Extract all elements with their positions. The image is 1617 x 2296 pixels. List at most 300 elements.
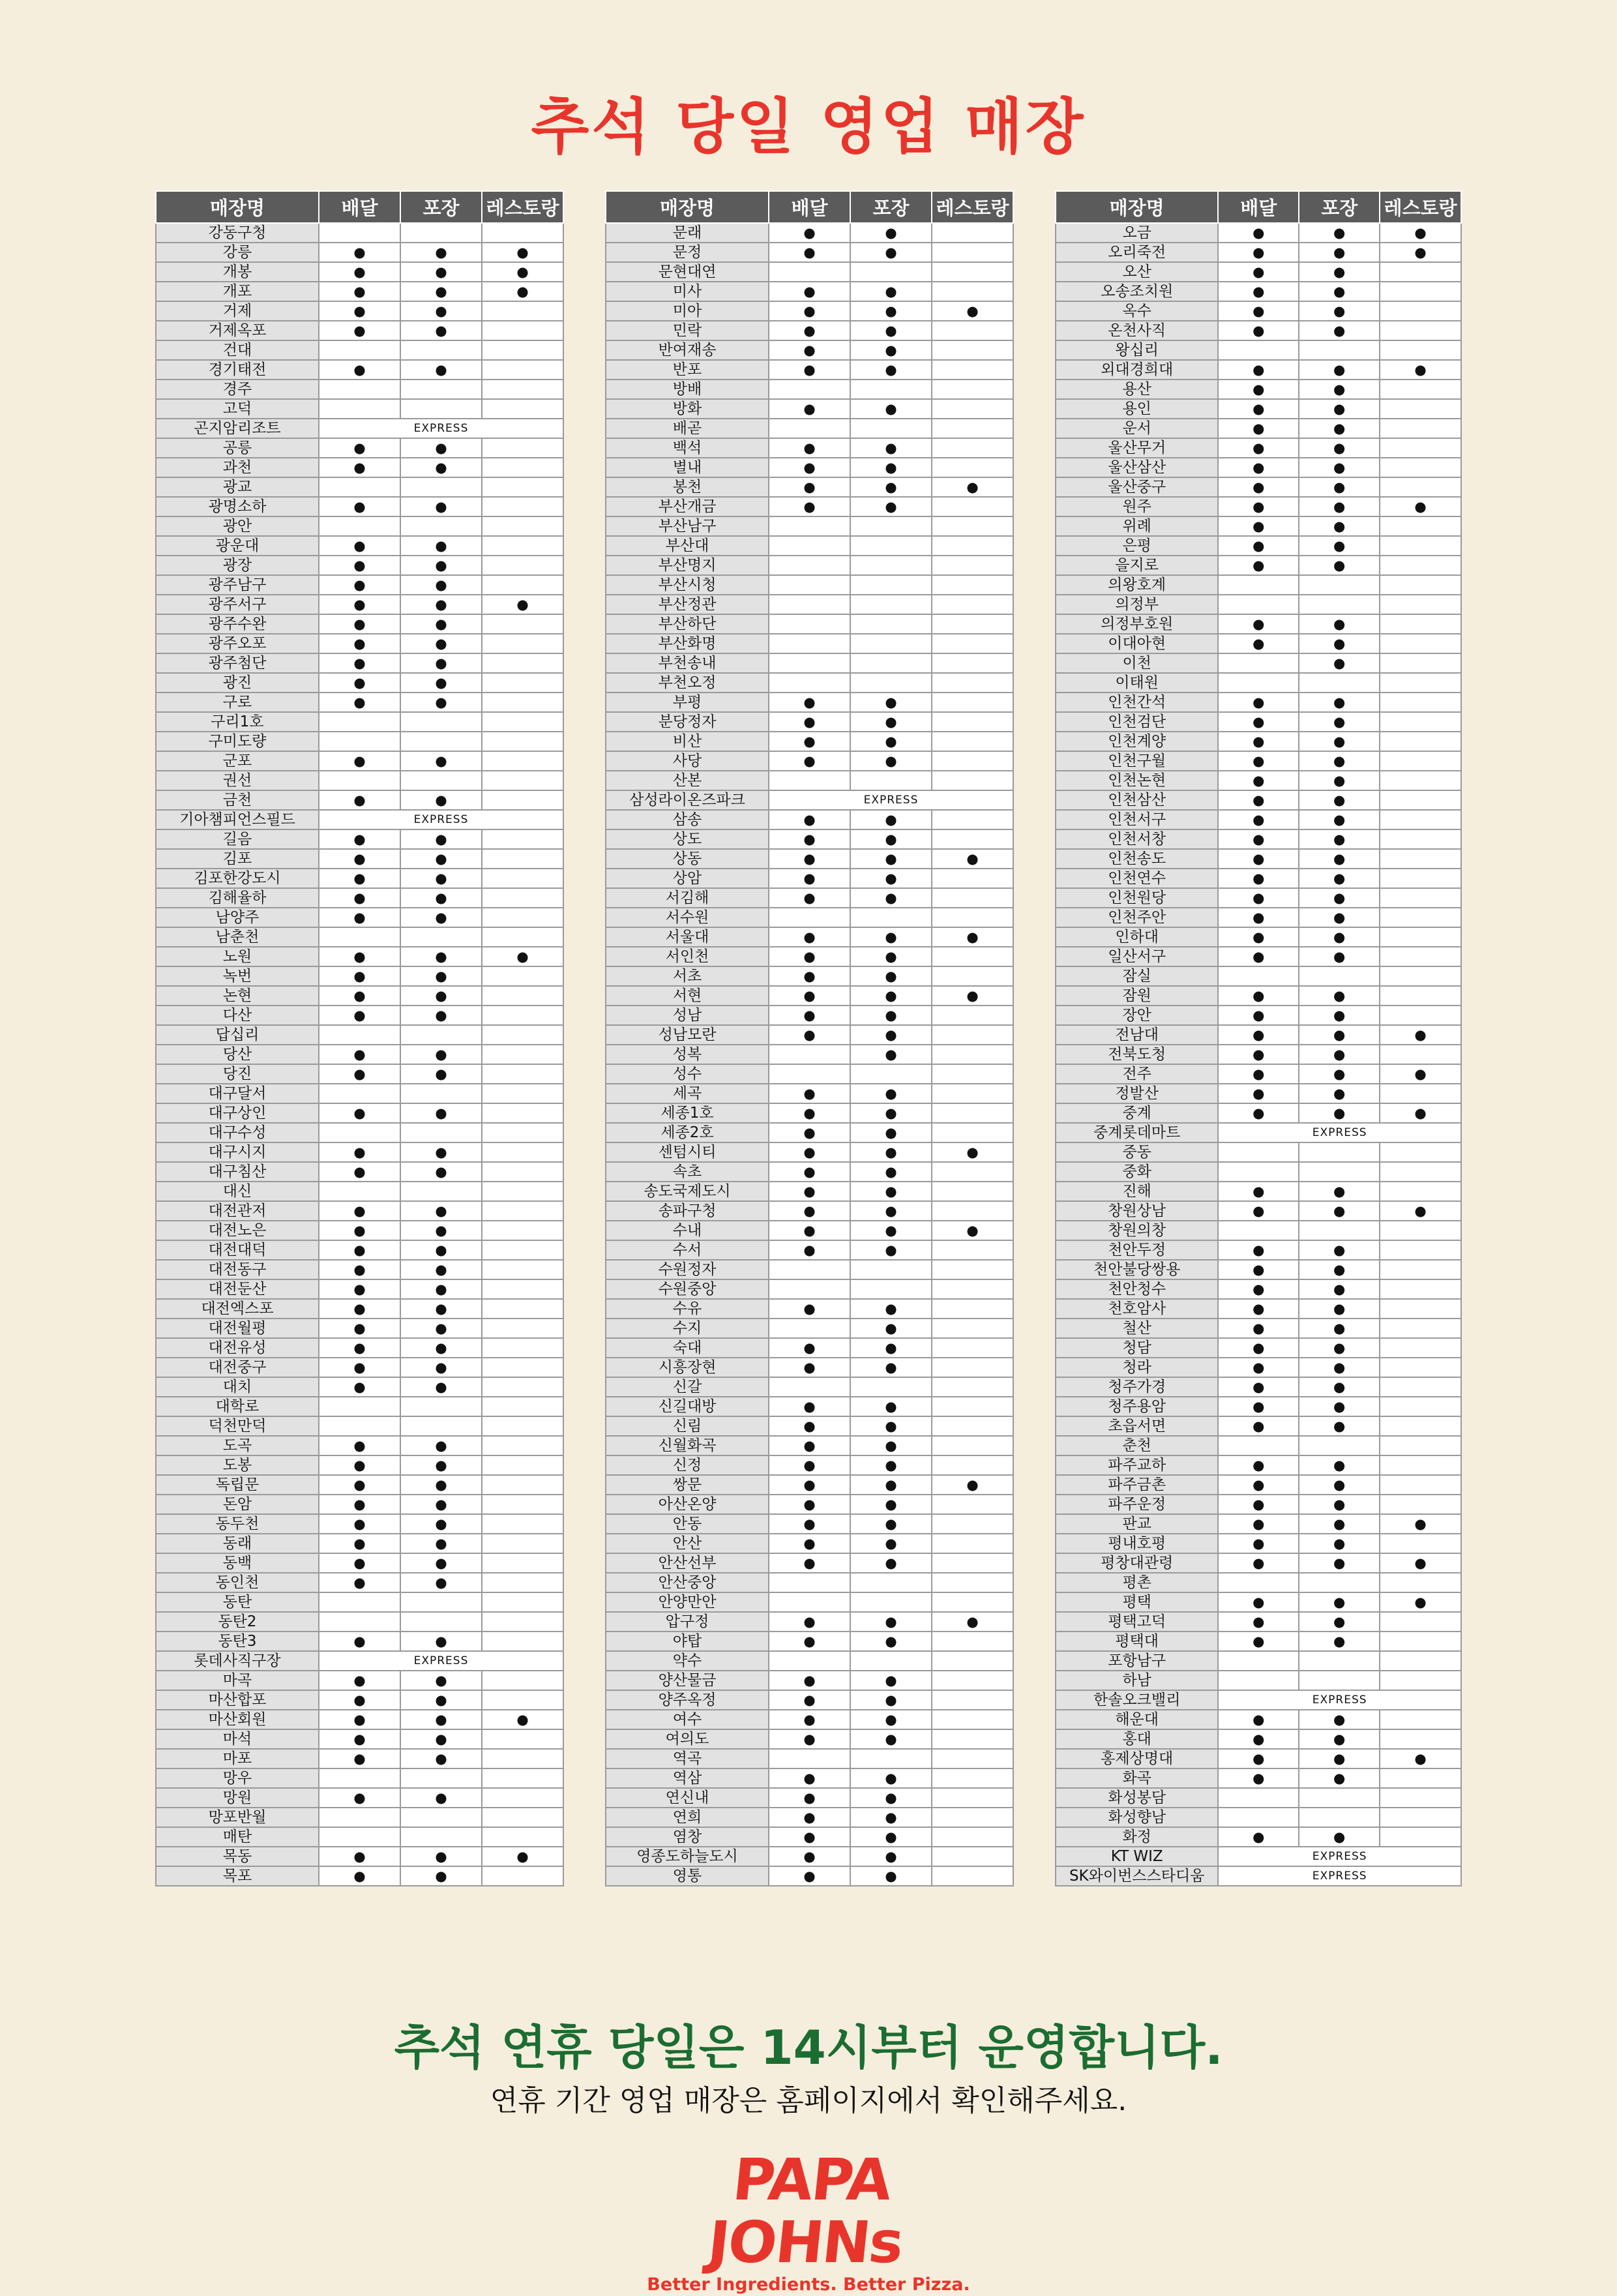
table-row bbox=[1056, 380, 1461, 399]
table-row bbox=[606, 1729, 1013, 1749]
delivery-mark: ● bbox=[319, 1866, 400, 1886]
restaurant-empty bbox=[1380, 1573, 1461, 1592]
delivery-empty bbox=[1218, 1142, 1299, 1162]
store-name: 경기태전 bbox=[156, 360, 319, 380]
store-name: 평택대 bbox=[1056, 1632, 1218, 1651]
store-name: 화성향남 bbox=[1056, 1808, 1218, 1827]
store-name: 김해율하 bbox=[156, 888, 319, 908]
store-name: 의정부 bbox=[1056, 595, 1218, 614]
takeout-empty bbox=[850, 1592, 932, 1612]
store-name: 천안청수 bbox=[1056, 1279, 1218, 1299]
store-name: 산본 bbox=[606, 771, 769, 790]
table-row bbox=[606, 321, 1013, 340]
store-name: 광주남구 bbox=[156, 575, 319, 595]
restaurant-empty bbox=[1380, 340, 1461, 360]
delivery-mark: ● bbox=[1218, 869, 1299, 888]
takeout-mark: ● bbox=[400, 1690, 482, 1710]
restaurant-empty bbox=[932, 516, 1013, 536]
store-name: 잠원 bbox=[1056, 986, 1218, 1006]
takeout-empty bbox=[850, 634, 932, 653]
delivery-mark: ● bbox=[769, 1495, 850, 1514]
restaurant-mark: ● bbox=[1380, 1201, 1461, 1221]
store-name: 대구침산 bbox=[156, 1162, 319, 1182]
table-row bbox=[606, 575, 1013, 595]
table-row bbox=[606, 1299, 1013, 1319]
restaurant-empty bbox=[482, 1221, 563, 1240]
takeout-mark: ● bbox=[1299, 360, 1380, 380]
restaurant-empty bbox=[482, 458, 563, 477]
delivery-mark: ● bbox=[319, 243, 400, 262]
table-row bbox=[606, 477, 1013, 497]
table-row bbox=[1056, 477, 1461, 497]
delivery-mark: ● bbox=[769, 282, 850, 301]
store-name: 오송조치원 bbox=[1056, 282, 1218, 301]
takeout-empty bbox=[1299, 1808, 1380, 1827]
store-name: 서김해 bbox=[606, 888, 769, 908]
delivery-empty bbox=[769, 575, 850, 595]
takeout-mark: ● bbox=[1299, 1025, 1380, 1045]
restaurant-empty bbox=[932, 653, 1013, 673]
store-name: 의왕호계 bbox=[1056, 575, 1218, 595]
restaurant-empty bbox=[482, 751, 563, 771]
table-row bbox=[606, 869, 1013, 888]
restaurant-empty bbox=[482, 575, 563, 595]
store-name: 이대아현 bbox=[1056, 634, 1218, 653]
takeout-mark: ● bbox=[400, 1201, 482, 1221]
takeout-empty bbox=[850, 516, 932, 536]
restaurant-empty bbox=[482, 614, 563, 634]
table-row bbox=[156, 1221, 563, 1240]
delivery-mark: ● bbox=[319, 1338, 400, 1358]
restaurant-mark: ● bbox=[1380, 1514, 1461, 1534]
takeout-mark: ● bbox=[850, 1142, 932, 1162]
table-row bbox=[1056, 1729, 1461, 1749]
restaurant-mark: ● bbox=[1380, 1749, 1461, 1768]
restaurant-empty bbox=[1380, 1162, 1461, 1182]
delivery-empty bbox=[1218, 1671, 1299, 1690]
store-name: 분당정자 bbox=[606, 712, 769, 732]
takeout-mark: ● bbox=[850, 438, 932, 458]
restaurant-empty bbox=[932, 1397, 1013, 1416]
table-row bbox=[156, 1240, 563, 1260]
delivery-empty bbox=[769, 1319, 850, 1338]
restaurant-empty bbox=[482, 1377, 563, 1397]
restaurant-empty bbox=[932, 243, 1013, 262]
store-name: 인천삼산 bbox=[1056, 790, 1218, 810]
restaurant-empty bbox=[932, 1651, 1013, 1671]
delivery-empty bbox=[769, 262, 850, 282]
restaurant-empty bbox=[1380, 458, 1461, 477]
takeout-empty bbox=[850, 536, 932, 556]
takeout-mark: ● bbox=[1299, 986, 1380, 1006]
table-row bbox=[606, 693, 1013, 712]
store-name: 판교 bbox=[1056, 1514, 1218, 1534]
store-name: 대구수성 bbox=[156, 1123, 319, 1142]
restaurant-empty bbox=[1380, 790, 1461, 810]
store-name: 망원 bbox=[156, 1788, 319, 1808]
delivery-mark: ● bbox=[769, 438, 850, 458]
delivery-mark: ● bbox=[319, 673, 400, 693]
table-row bbox=[606, 1514, 1013, 1534]
table-row bbox=[156, 1690, 563, 1710]
restaurant-empty bbox=[482, 849, 563, 869]
delivery-mark: ● bbox=[319, 1710, 400, 1729]
takeout-empty bbox=[1299, 1651, 1380, 1671]
takeout-mark: ● bbox=[400, 1455, 482, 1475]
delivery-mark: ● bbox=[769, 1103, 850, 1123]
restaurant-empty bbox=[482, 1827, 563, 1847]
store-name: 사당 bbox=[606, 751, 769, 771]
store-name: 인천논현 bbox=[1056, 771, 1218, 790]
delivery-mark: ● bbox=[319, 536, 400, 556]
restaurant-empty bbox=[932, 458, 1013, 477]
store-name: 외대경희대 bbox=[1056, 360, 1218, 380]
restaurant-mark: ● bbox=[932, 849, 1013, 869]
store-name: 민락 bbox=[606, 321, 769, 340]
delivery-empty bbox=[1218, 1651, 1299, 1671]
store-name: 오리죽전 bbox=[1056, 243, 1218, 262]
delivery-mark: ● bbox=[1218, 1025, 1299, 1045]
restaurant-empty bbox=[482, 516, 563, 536]
takeout-mark: ● bbox=[850, 1808, 932, 1827]
restaurant-empty bbox=[1380, 419, 1461, 438]
takeout-mark: ● bbox=[1299, 1319, 1380, 1338]
restaurant-empty bbox=[932, 1416, 1013, 1436]
delivery-mark: ● bbox=[769, 1142, 850, 1162]
store-name: 서인천 bbox=[606, 947, 769, 966]
table-row bbox=[606, 888, 1013, 908]
store-name: 상도 bbox=[606, 829, 769, 849]
restaurant-empty bbox=[1380, 595, 1461, 614]
store-name: 용인 bbox=[1056, 399, 1218, 419]
takeout-mark: ● bbox=[400, 1279, 482, 1299]
delivery-mark: ● bbox=[1218, 380, 1299, 399]
takeout-mark: ● bbox=[850, 1495, 932, 1514]
takeout-mark: ● bbox=[1299, 1455, 1380, 1475]
takeout-mark: ● bbox=[400, 595, 482, 614]
delivery-mark: ● bbox=[769, 1729, 850, 1749]
delivery-empty bbox=[1218, 653, 1299, 673]
delivery-empty bbox=[769, 1260, 850, 1279]
takeout-mark: ● bbox=[850, 888, 932, 908]
store-name: 김포 bbox=[156, 849, 319, 869]
store-name: KT WIZ bbox=[1056, 1847, 1218, 1866]
table-row bbox=[156, 1651, 563, 1671]
store-name: 해운대 bbox=[1056, 1710, 1218, 1729]
takeout-empty bbox=[400, 1025, 482, 1045]
restaurant-empty bbox=[482, 1495, 563, 1514]
table-row bbox=[1056, 1455, 1461, 1475]
delivery-empty bbox=[769, 653, 850, 673]
store-name: 광주수완 bbox=[156, 614, 319, 634]
table-row bbox=[606, 1025, 1013, 1045]
delivery-empty bbox=[319, 380, 400, 399]
delivery-mark: ● bbox=[1218, 1749, 1299, 1768]
table-row bbox=[1056, 1573, 1461, 1592]
delivery-empty bbox=[319, 340, 400, 360]
table-row bbox=[606, 1416, 1013, 1436]
store-name: SK와이번스스타디움 bbox=[1056, 1866, 1218, 1886]
table-row bbox=[606, 908, 1013, 927]
restaurant-mark: ● bbox=[1380, 1025, 1461, 1045]
restaurant-empty bbox=[482, 869, 563, 888]
table-row bbox=[1056, 301, 1461, 321]
restaurant-empty bbox=[482, 1690, 563, 1710]
delivery-mark: ● bbox=[1218, 732, 1299, 751]
takeout-mark: ● bbox=[400, 986, 482, 1006]
store-name: 반포 bbox=[606, 360, 769, 380]
restaurant-empty bbox=[482, 1025, 563, 1045]
delivery-mark: ● bbox=[319, 1358, 400, 1377]
store-name: 용산 bbox=[1056, 380, 1218, 399]
table-row bbox=[606, 1671, 1013, 1690]
express-label: EXPRESS bbox=[319, 419, 563, 438]
table-row bbox=[156, 340, 563, 360]
table-row bbox=[1056, 556, 1461, 575]
takeout-mark: ● bbox=[1299, 497, 1380, 516]
delivery-mark: ● bbox=[769, 1436, 850, 1455]
restaurant-empty bbox=[1380, 888, 1461, 908]
restaurant-empty bbox=[932, 1338, 1013, 1358]
takeout-mark: ● bbox=[850, 947, 932, 966]
store-name: 안산 bbox=[606, 1534, 769, 1553]
takeout-mark: ● bbox=[850, 1103, 932, 1123]
delivery-empty bbox=[769, 1651, 850, 1671]
restaurant-empty bbox=[1380, 1788, 1461, 1808]
table-row bbox=[1056, 869, 1461, 888]
table-row bbox=[606, 1103, 1013, 1123]
table-row bbox=[1056, 1632, 1461, 1651]
table-row bbox=[156, 1729, 563, 1749]
store-name: 화성봉담 bbox=[1056, 1788, 1218, 1808]
table-row bbox=[606, 497, 1013, 516]
delivery-mark: ● bbox=[1218, 1201, 1299, 1221]
store-name: 울산무거 bbox=[1056, 438, 1218, 458]
table-row bbox=[156, 360, 563, 380]
restaurant-empty bbox=[482, 927, 563, 947]
takeout-mark: ● bbox=[400, 869, 482, 888]
takeout-mark: ● bbox=[850, 1397, 932, 1416]
takeout-empty bbox=[400, 1612, 482, 1632]
delivery-mark: ● bbox=[319, 1455, 400, 1475]
restaurant-empty bbox=[932, 1671, 1013, 1690]
restaurant-empty bbox=[1380, 908, 1461, 927]
store-name: 반여재송 bbox=[606, 340, 769, 360]
delivery-empty bbox=[769, 1573, 850, 1592]
restaurant-mark: ● bbox=[1380, 1064, 1461, 1084]
takeout-mark: ● bbox=[850, 1690, 932, 1710]
takeout-mark: ● bbox=[400, 497, 482, 516]
restaurant-mark: ● bbox=[482, 595, 563, 614]
takeout-mark: ● bbox=[1299, 1182, 1380, 1201]
store-name: 잠실 bbox=[1056, 966, 1218, 986]
table-row bbox=[1056, 1749, 1461, 1768]
restaurant-empty bbox=[932, 1299, 1013, 1319]
restaurant-empty bbox=[1380, 966, 1461, 986]
restaurant-empty bbox=[932, 399, 1013, 419]
takeout-empty bbox=[400, 1827, 482, 1847]
takeout-mark: ● bbox=[850, 1221, 932, 1240]
takeout-mark: ● bbox=[1299, 1260, 1380, 1279]
header-restaurant: 레스토랑 bbox=[482, 191, 563, 223]
delivery-mark: ● bbox=[1218, 1455, 1299, 1475]
store-name: 당진 bbox=[156, 1064, 319, 1084]
restaurant-empty bbox=[932, 1514, 1013, 1534]
restaurant-empty bbox=[482, 634, 563, 653]
takeout-mark: ● bbox=[1299, 1084, 1380, 1103]
table-row bbox=[606, 1573, 1013, 1592]
restaurant-empty bbox=[482, 1534, 563, 1553]
delivery-mark: ● bbox=[769, 1006, 850, 1025]
table-row bbox=[606, 399, 1013, 419]
store-name: 인천간석 bbox=[1056, 693, 1218, 712]
table-row bbox=[156, 1475, 563, 1495]
store-name: 인천주안 bbox=[1056, 908, 1218, 927]
takeout-mark: ● bbox=[400, 1788, 482, 1808]
restaurant-empty bbox=[482, 1514, 563, 1534]
table-row bbox=[606, 438, 1013, 458]
takeout-mark: ● bbox=[1299, 1768, 1380, 1788]
table-row bbox=[156, 1123, 563, 1142]
takeout-mark: ● bbox=[400, 1534, 482, 1553]
table-row bbox=[156, 1612, 563, 1632]
table-row bbox=[606, 849, 1013, 869]
restaurant-empty bbox=[932, 1045, 1013, 1064]
delivery-mark: ● bbox=[1218, 634, 1299, 653]
restaurant-empty bbox=[932, 1788, 1013, 1808]
restaurant-empty bbox=[482, 1455, 563, 1475]
restaurant-empty bbox=[1380, 653, 1461, 673]
delivery-empty bbox=[769, 516, 850, 536]
takeout-mark: ● bbox=[850, 1553, 932, 1573]
store-name: 구로 bbox=[156, 693, 319, 712]
store-name: 대전유성 bbox=[156, 1338, 319, 1358]
delivery-mark: ● bbox=[1218, 1592, 1299, 1612]
express-label: EXPRESS bbox=[319, 810, 563, 829]
table-row bbox=[1056, 223, 1461, 243]
table-row bbox=[606, 243, 1013, 262]
table-row bbox=[606, 1436, 1013, 1455]
table-row bbox=[156, 653, 563, 673]
table-row bbox=[156, 1064, 563, 1084]
delivery-mark: ● bbox=[769, 360, 850, 380]
restaurant-empty bbox=[482, 1103, 563, 1123]
table-row bbox=[606, 1397, 1013, 1416]
takeout-mark: ● bbox=[850, 693, 932, 712]
delivery-mark: ● bbox=[319, 360, 400, 380]
table-row bbox=[606, 1808, 1013, 1827]
table-row bbox=[156, 1710, 563, 1729]
store-name: 부평 bbox=[606, 693, 769, 712]
store-name: 매탄 bbox=[156, 1827, 319, 1847]
delivery-mark: ● bbox=[319, 1162, 400, 1182]
takeout-mark: ● bbox=[850, 1416, 932, 1436]
delivery-mark: ● bbox=[319, 1573, 400, 1592]
restaurant-empty bbox=[482, 1240, 563, 1260]
delivery-empty bbox=[319, 1416, 400, 1436]
table-row bbox=[156, 1142, 563, 1162]
restaurant-empty bbox=[482, 399, 563, 419]
table-row bbox=[606, 829, 1013, 849]
store-name: 원주 bbox=[1056, 497, 1218, 516]
takeout-empty bbox=[1299, 595, 1380, 614]
store-name: 권선 bbox=[156, 771, 319, 790]
store-name: 동탄 bbox=[156, 1592, 319, 1612]
restaurant-mark: ● bbox=[482, 243, 563, 262]
restaurant-empty bbox=[482, 380, 563, 399]
takeout-mark: ● bbox=[850, 360, 932, 380]
delivery-mark: ● bbox=[769, 810, 850, 829]
table-row bbox=[1056, 458, 1461, 477]
table-row bbox=[156, 438, 563, 458]
delivery-mark: ● bbox=[1218, 693, 1299, 712]
delivery-mark: ● bbox=[1218, 1632, 1299, 1651]
store-name: 대구상인 bbox=[156, 1103, 319, 1123]
store-name: 강동구청 bbox=[156, 223, 319, 243]
takeout-mark: ● bbox=[400, 1358, 482, 1377]
table-row bbox=[156, 751, 563, 771]
table-row bbox=[156, 399, 563, 419]
takeout-mark: ● bbox=[850, 869, 932, 888]
table-row bbox=[606, 771, 1013, 790]
store-name: 부산명지 bbox=[606, 556, 769, 575]
store-name: 부천오정 bbox=[606, 673, 769, 693]
takeout-mark: ● bbox=[850, 399, 932, 419]
takeout-mark: ● bbox=[850, 1455, 932, 1475]
delivery-mark: ● bbox=[319, 1514, 400, 1534]
table-row bbox=[156, 1377, 563, 1397]
restaurant-empty bbox=[932, 1201, 1013, 1221]
takeout-mark: ● bbox=[1299, 732, 1380, 751]
store-name: 성남모란 bbox=[606, 1025, 769, 1045]
delivery-mark: ● bbox=[1218, 438, 1299, 458]
restaurant-empty bbox=[482, 1006, 563, 1025]
delivery-mark: ● bbox=[319, 556, 400, 575]
takeout-empty bbox=[850, 1377, 932, 1397]
store-name: 광진 bbox=[156, 673, 319, 693]
footer-notice: 추석 연휴 당일은 14시부터 운영합니다. bbox=[394, 2020, 1223, 2075]
delivery-mark: ● bbox=[1218, 1768, 1299, 1788]
restaurant-empty bbox=[932, 419, 1013, 438]
delivery-mark: ● bbox=[319, 1377, 400, 1397]
table-row bbox=[1056, 1260, 1461, 1279]
delivery-mark: ● bbox=[769, 732, 850, 751]
takeout-empty bbox=[400, 477, 482, 497]
takeout-mark: ● bbox=[400, 1866, 482, 1886]
table-row bbox=[1056, 262, 1461, 282]
takeout-mark: ● bbox=[400, 1514, 482, 1534]
table-row bbox=[1056, 1553, 1461, 1573]
takeout-empty bbox=[1299, 673, 1380, 693]
table-row bbox=[156, 301, 563, 321]
takeout-mark: ● bbox=[1299, 1045, 1380, 1064]
delivery-mark: ● bbox=[319, 849, 400, 869]
table-row bbox=[156, 1514, 563, 1534]
table-row bbox=[1056, 360, 1461, 380]
restaurant-mark: ● bbox=[932, 927, 1013, 947]
restaurant-empty bbox=[932, 1064, 1013, 1084]
store-name: 인하대 bbox=[1056, 927, 1218, 947]
delivery-mark: ● bbox=[769, 1299, 850, 1319]
store-name: 오금 bbox=[1056, 223, 1218, 243]
table-row bbox=[1056, 1514, 1461, 1534]
store-name: 덕천만덕 bbox=[156, 1416, 319, 1436]
table-row bbox=[156, 556, 563, 575]
store-name: 별내 bbox=[606, 458, 769, 477]
restaurant-empty bbox=[1380, 1436, 1461, 1455]
table-row bbox=[156, 849, 563, 869]
takeout-mark: ● bbox=[1299, 1377, 1380, 1397]
